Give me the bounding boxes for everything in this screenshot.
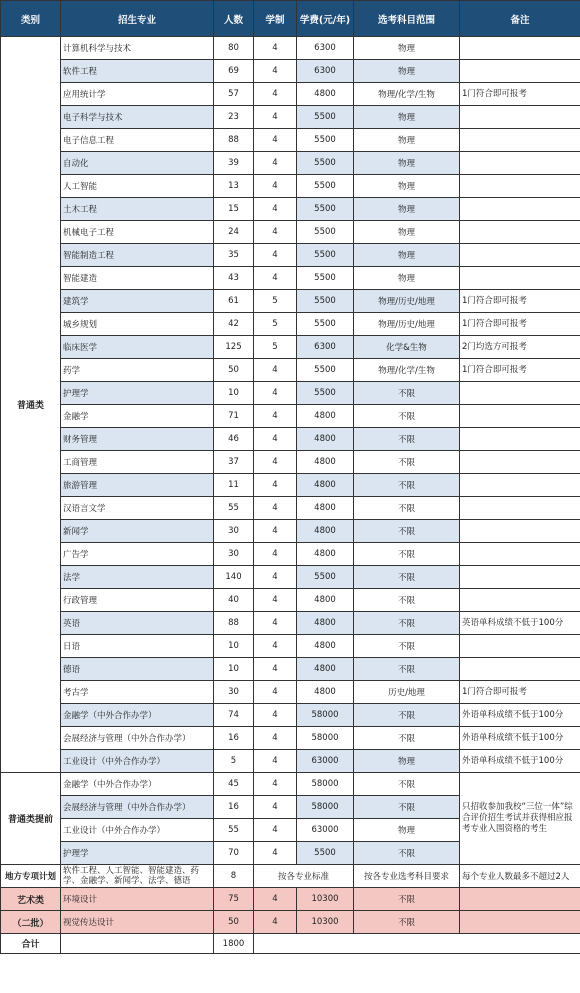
count-cell: 37 xyxy=(214,451,254,474)
table-row xyxy=(1,267,580,290)
fee-cell: 5500 xyxy=(297,566,354,589)
note-cell: 1门符合即可报考 xyxy=(460,359,580,382)
subjects-cell: 物理/历史/地理 xyxy=(354,313,460,336)
subjects-cell: 物理 xyxy=(354,152,460,175)
table-row xyxy=(1,198,580,221)
major-cell: 电子科学与技术 xyxy=(61,106,214,129)
major-cell: 英语 xyxy=(61,612,214,635)
years-cell: 5 xyxy=(254,313,297,336)
subjects-cell: 不限 xyxy=(354,727,460,750)
note-cell xyxy=(460,658,580,681)
count-cell: 71 xyxy=(214,405,254,428)
count-cell: 57 xyxy=(214,83,254,106)
note-cell: 每个专业人数最多不超过2人 xyxy=(460,865,580,888)
fee-cell: 5500 xyxy=(297,221,354,244)
years-cell: 4 xyxy=(254,60,297,83)
advanced-note-cell: 只招收参加我校“三位一体”综合评价招生考试并获得相应报考专业入围资格的考生 xyxy=(460,773,580,865)
major-cell: 日语 xyxy=(61,635,214,658)
count-cell: 88 xyxy=(214,129,254,152)
fee-cell: 4800 xyxy=(297,658,354,681)
major-cell: 财务管理 xyxy=(61,428,214,451)
years-fee-cell: 按各专业标准 xyxy=(254,865,354,888)
note-cell xyxy=(460,106,580,129)
fee-cell: 4800 xyxy=(297,520,354,543)
table-row xyxy=(1,175,580,198)
table-row xyxy=(1,83,580,106)
subjects-cell: 按各专业选考科目要求 xyxy=(354,865,460,888)
fee-cell: 4800 xyxy=(297,451,354,474)
major-cell: 会展经济与管理（中外合作办学） xyxy=(61,727,214,750)
count-cell: 88 xyxy=(214,612,254,635)
table-row xyxy=(1,60,580,83)
count-cell: 140 xyxy=(214,566,254,589)
years-cell: 4 xyxy=(254,267,297,290)
category-local: 地方专项计划 xyxy=(1,865,61,888)
note-cell xyxy=(460,405,580,428)
fee-cell: 5500 xyxy=(297,106,354,129)
table-row xyxy=(1,865,580,888)
subjects-cell: 不限 xyxy=(354,566,460,589)
fee-cell: 6300 xyxy=(297,37,354,60)
count-cell: 11 xyxy=(214,474,254,497)
subjects-cell: 物理 xyxy=(354,267,460,290)
subjects-cell: 不限 xyxy=(354,589,460,612)
years-cell: 4 xyxy=(254,635,297,658)
count-cell: 46 xyxy=(214,428,254,451)
table-row xyxy=(1,152,580,175)
major-cell: 智能建造 xyxy=(61,267,214,290)
category-art: 艺术类 xyxy=(1,888,61,911)
years-cell: 4 xyxy=(254,474,297,497)
header-subjects: 选考科目范围 xyxy=(354,1,460,37)
count-cell: 30 xyxy=(214,543,254,566)
subjects-cell: 不限 xyxy=(354,888,460,911)
header-count: 人数 xyxy=(214,1,254,37)
subjects-cell: 不限 xyxy=(354,911,460,934)
note-cell xyxy=(460,175,580,198)
fee-cell: 6300 xyxy=(297,60,354,83)
subjects-cell: 物理 xyxy=(354,244,460,267)
fee-cell: 5500 xyxy=(297,382,354,405)
fee-cell: 58000 xyxy=(297,796,354,819)
years-cell: 4 xyxy=(254,106,297,129)
subjects-cell: 物理 xyxy=(354,175,460,198)
table-row xyxy=(1,773,580,796)
subjects-cell: 不限 xyxy=(354,382,460,405)
major-cell: 软件工程、人工智能、智能建造、药学、金融学、新闻学、法学、德语 xyxy=(61,865,214,888)
subjects-cell: 物理 xyxy=(354,37,460,60)
major-cell: 金融学 xyxy=(61,405,214,428)
fee-cell: 5500 xyxy=(297,290,354,313)
fee-cell: 4800 xyxy=(297,497,354,520)
count-cell: 16 xyxy=(214,796,254,819)
major-cell: 应用统计学 xyxy=(61,83,214,106)
subjects-cell: 物理 xyxy=(354,750,460,773)
major-cell: 建筑学 xyxy=(61,290,214,313)
table-row xyxy=(1,129,580,152)
years-cell: 4 xyxy=(254,451,297,474)
subjects-cell: 不限 xyxy=(354,796,460,819)
fee-cell: 4800 xyxy=(297,83,354,106)
major-cell: 德语 xyxy=(61,658,214,681)
fee-cell: 5500 xyxy=(297,152,354,175)
years-cell: 4 xyxy=(254,37,297,60)
note-cell xyxy=(460,543,580,566)
major-cell: 汉语言文学 xyxy=(61,497,214,520)
major-cell: 机械电子工程 xyxy=(61,221,214,244)
fee-cell: 63000 xyxy=(297,819,354,842)
years-cell: 4 xyxy=(254,750,297,773)
header-years: 学制 xyxy=(254,1,297,37)
note-cell xyxy=(460,497,580,520)
note-cell: 1门符合即可报考 xyxy=(460,313,580,336)
note-cell xyxy=(460,221,580,244)
subjects-cell: 不限 xyxy=(354,543,460,566)
major-cell: 环境设计 xyxy=(61,888,214,911)
note-cell: 外语单科成绩不低于100分 xyxy=(460,727,580,750)
major-cell: 行政管理 xyxy=(61,589,214,612)
count-cell: 23 xyxy=(214,106,254,129)
total-blank xyxy=(254,934,580,954)
subjects-cell: 不限 xyxy=(354,842,460,865)
major-cell: 软件工程 xyxy=(61,60,214,83)
count-cell: 55 xyxy=(214,819,254,842)
count-cell: 16 xyxy=(214,727,254,750)
note-cell: 英语单科成绩不低于100分 xyxy=(460,612,580,635)
years-cell: 4 xyxy=(254,842,297,865)
fee-cell: 4800 xyxy=(297,635,354,658)
years-cell: 4 xyxy=(254,497,297,520)
table-row xyxy=(1,658,580,681)
years-cell: 4 xyxy=(254,773,297,796)
fee-cell: 63000 xyxy=(297,750,354,773)
major-cell: 考古学 xyxy=(61,681,214,704)
fee-cell: 4800 xyxy=(297,612,354,635)
note-cell xyxy=(460,474,580,497)
fee-cell: 5500 xyxy=(297,842,354,865)
note-cell xyxy=(460,911,580,934)
subjects-cell: 历史/地理 xyxy=(354,681,460,704)
header-row xyxy=(1,1,580,37)
years-cell: 4 xyxy=(254,129,297,152)
fee-cell: 4800 xyxy=(297,474,354,497)
count-cell: 45 xyxy=(214,773,254,796)
note-cell: 1门符合即可报考 xyxy=(460,681,580,704)
table-row xyxy=(1,543,580,566)
years-cell: 4 xyxy=(254,244,297,267)
table-row xyxy=(1,428,580,451)
count-cell: 39 xyxy=(214,152,254,175)
table-row xyxy=(1,37,580,60)
major-cell: 金融学（中外合作办学） xyxy=(61,773,214,796)
major-cell: 工业设计（中外合作办学） xyxy=(61,750,214,773)
subjects-cell: 不限 xyxy=(354,428,460,451)
years-cell: 4 xyxy=(254,658,297,681)
subjects-cell: 不限 xyxy=(354,451,460,474)
subjects-cell: 物理/历史/地理 xyxy=(354,290,460,313)
fee-cell: 5500 xyxy=(297,359,354,382)
years-cell: 4 xyxy=(254,428,297,451)
years-cell: 4 xyxy=(254,405,297,428)
note-cell: 2门均选方可报考 xyxy=(460,336,580,359)
table-row xyxy=(1,750,580,773)
subjects-cell: 物理 xyxy=(354,819,460,842)
table-row xyxy=(1,313,580,336)
table-row xyxy=(1,106,580,129)
table-row xyxy=(1,635,580,658)
years-cell: 4 xyxy=(254,175,297,198)
years-cell: 4 xyxy=(254,566,297,589)
total-row xyxy=(1,934,580,954)
table-row xyxy=(1,566,580,589)
count-cell: 50 xyxy=(214,911,254,934)
major-cell: 药学 xyxy=(61,359,214,382)
header-major: 招生专业 xyxy=(61,1,214,37)
major-cell: 广告学 xyxy=(61,543,214,566)
fee-cell: 5500 xyxy=(297,313,354,336)
major-cell: 智能制造工程 xyxy=(61,244,214,267)
note-cell xyxy=(460,888,580,911)
fee-cell: 58000 xyxy=(297,704,354,727)
category-general: 普通类 xyxy=(1,37,61,773)
years-cell: 4 xyxy=(254,888,297,911)
count-cell: 13 xyxy=(214,175,254,198)
years-cell: 4 xyxy=(254,382,297,405)
years-cell: 4 xyxy=(254,796,297,819)
table-row xyxy=(1,359,580,382)
header-category: 类别 xyxy=(1,1,61,37)
table-row xyxy=(1,497,580,520)
major-cell: 护理学 xyxy=(61,382,214,405)
total-blank xyxy=(61,934,214,954)
years-cell: 4 xyxy=(254,198,297,221)
count-cell: 69 xyxy=(214,60,254,83)
major-cell: 临床医学 xyxy=(61,336,214,359)
count-cell: 10 xyxy=(214,382,254,405)
years-cell: 5 xyxy=(254,290,297,313)
note-cell xyxy=(460,129,580,152)
years-cell: 4 xyxy=(254,589,297,612)
subjects-cell: 不限 xyxy=(354,704,460,727)
note-cell: 外语单科成绩不低于100分 xyxy=(460,704,580,727)
count-cell: 30 xyxy=(214,520,254,543)
count-cell: 10 xyxy=(214,658,254,681)
major-cell: 视觉传达设计 xyxy=(61,911,214,934)
fee-cell: 4800 xyxy=(297,681,354,704)
table-row xyxy=(1,221,580,244)
fee-cell: 10300 xyxy=(297,911,354,934)
subjects-cell: 不限 xyxy=(354,658,460,681)
count-cell: 125 xyxy=(214,336,254,359)
count-cell: 24 xyxy=(214,221,254,244)
years-cell: 4 xyxy=(254,543,297,566)
fee-cell: 6300 xyxy=(297,336,354,359)
note-cell xyxy=(460,566,580,589)
years-cell: 4 xyxy=(254,612,297,635)
note-cell xyxy=(460,244,580,267)
subjects-cell: 物理 xyxy=(354,60,460,83)
major-cell: 计算机科学与技术 xyxy=(61,37,214,60)
note-cell: 1门符合即可报考 xyxy=(460,83,580,106)
major-cell: 人工智能 xyxy=(61,175,214,198)
header-fee: 学费(元/年) xyxy=(297,1,354,37)
subjects-cell: 物理/化学/生物 xyxy=(354,83,460,106)
major-cell: 电子信息工程 xyxy=(61,129,214,152)
table-row xyxy=(1,520,580,543)
note-cell xyxy=(460,520,580,543)
table-row xyxy=(1,244,580,267)
major-cell: 新闻学 xyxy=(61,520,214,543)
major-cell: 工商管理 xyxy=(61,451,214,474)
table-row xyxy=(1,911,580,934)
years-cell: 4 xyxy=(254,819,297,842)
header-note: 备注 xyxy=(460,1,580,37)
years-cell: 4 xyxy=(254,83,297,106)
subjects-cell: 不限 xyxy=(354,497,460,520)
table-body xyxy=(1,37,580,954)
fee-cell: 5500 xyxy=(297,244,354,267)
note-cell xyxy=(460,267,580,290)
years-cell: 4 xyxy=(254,221,297,244)
subjects-cell: 物理 xyxy=(354,129,460,152)
note-cell xyxy=(460,451,580,474)
subjects-cell: 不限 xyxy=(354,405,460,428)
major-cell: 护理学 xyxy=(61,842,214,865)
category-advanced: 普通类提前 xyxy=(1,773,61,865)
count-cell: 5 xyxy=(214,750,254,773)
years-cell: 4 xyxy=(254,152,297,175)
count-cell: 74 xyxy=(214,704,254,727)
count-cell: 30 xyxy=(214,681,254,704)
table-row xyxy=(1,888,580,911)
subjects-cell: 物理 xyxy=(354,198,460,221)
table-row xyxy=(1,382,580,405)
subjects-cell: 不限 xyxy=(354,520,460,543)
count-cell: 50 xyxy=(214,359,254,382)
count-cell: 61 xyxy=(214,290,254,313)
table-row xyxy=(1,451,580,474)
table-row xyxy=(1,474,580,497)
subjects-cell: 物理/化学/生物 xyxy=(354,359,460,382)
note-cell xyxy=(460,382,580,405)
fee-cell: 4800 xyxy=(297,589,354,612)
major-cell: 法学 xyxy=(61,566,214,589)
count-cell: 55 xyxy=(214,497,254,520)
count-cell: 35 xyxy=(214,244,254,267)
major-cell: 会展经济与管理（中外合作办学） xyxy=(61,796,214,819)
count-cell: 42 xyxy=(214,313,254,336)
table-row xyxy=(1,681,580,704)
total-count: 1800 xyxy=(214,934,254,954)
count-cell: 75 xyxy=(214,888,254,911)
table-row xyxy=(1,727,580,750)
note-cell: 1门符合即可报考 xyxy=(460,290,580,313)
subjects-cell: 不限 xyxy=(354,773,460,796)
years-cell: 4 xyxy=(254,520,297,543)
fee-cell: 10300 xyxy=(297,888,354,911)
note-cell xyxy=(460,152,580,175)
count-cell: 15 xyxy=(214,198,254,221)
major-cell: 金融学（中外合作办学） xyxy=(61,704,214,727)
count-cell: 8 xyxy=(214,865,254,888)
total-label: 合计 xyxy=(1,934,61,954)
note-cell xyxy=(460,635,580,658)
note-cell: 外语单科成绩不低于100分 xyxy=(460,750,580,773)
note-cell xyxy=(460,589,580,612)
fee-cell: 4800 xyxy=(297,405,354,428)
years-cell: 4 xyxy=(254,704,297,727)
table-row xyxy=(1,290,580,313)
major-cell: 自动化 xyxy=(61,152,214,175)
count-cell: 10 xyxy=(214,635,254,658)
years-cell: 4 xyxy=(254,359,297,382)
table-row xyxy=(1,704,580,727)
years-cell: 5 xyxy=(254,336,297,359)
subjects-cell: 物理 xyxy=(354,221,460,244)
count-cell: 43 xyxy=(214,267,254,290)
subjects-cell: 不限 xyxy=(354,635,460,658)
fee-cell: 5500 xyxy=(297,129,354,152)
major-cell: 工业设计（中外合作办学） xyxy=(61,819,214,842)
major-cell: 土木工程 xyxy=(61,198,214,221)
table-row xyxy=(1,589,580,612)
fee-cell: 4800 xyxy=(297,543,354,566)
subjects-cell: 化学&生物 xyxy=(354,336,460,359)
fee-cell: 5500 xyxy=(297,267,354,290)
count-cell: 80 xyxy=(214,37,254,60)
subjects-cell: 物理 xyxy=(354,106,460,129)
note-cell xyxy=(460,37,580,60)
major-cell: 旅游管理 xyxy=(61,474,214,497)
category-art-batch: （二批） xyxy=(1,911,61,934)
fee-cell: 4800 xyxy=(297,428,354,451)
subjects-cell: 不限 xyxy=(354,612,460,635)
years-cell: 4 xyxy=(254,727,297,750)
table-row xyxy=(1,405,580,428)
fee-cell: 58000 xyxy=(297,773,354,796)
years-cell: 4 xyxy=(254,681,297,704)
years-cell: 4 xyxy=(254,911,297,934)
fee-cell: 58000 xyxy=(297,727,354,750)
table-row xyxy=(1,612,580,635)
note-cell xyxy=(460,60,580,83)
note-cell xyxy=(460,428,580,451)
count-cell: 40 xyxy=(214,589,254,612)
major-cell: 城乡规划 xyxy=(61,313,214,336)
subjects-cell: 不限 xyxy=(354,474,460,497)
note-cell xyxy=(460,198,580,221)
fee-cell: 5500 xyxy=(297,175,354,198)
fee-cell: 5500 xyxy=(297,198,354,221)
count-cell: 70 xyxy=(214,842,254,865)
table-row xyxy=(1,336,580,359)
